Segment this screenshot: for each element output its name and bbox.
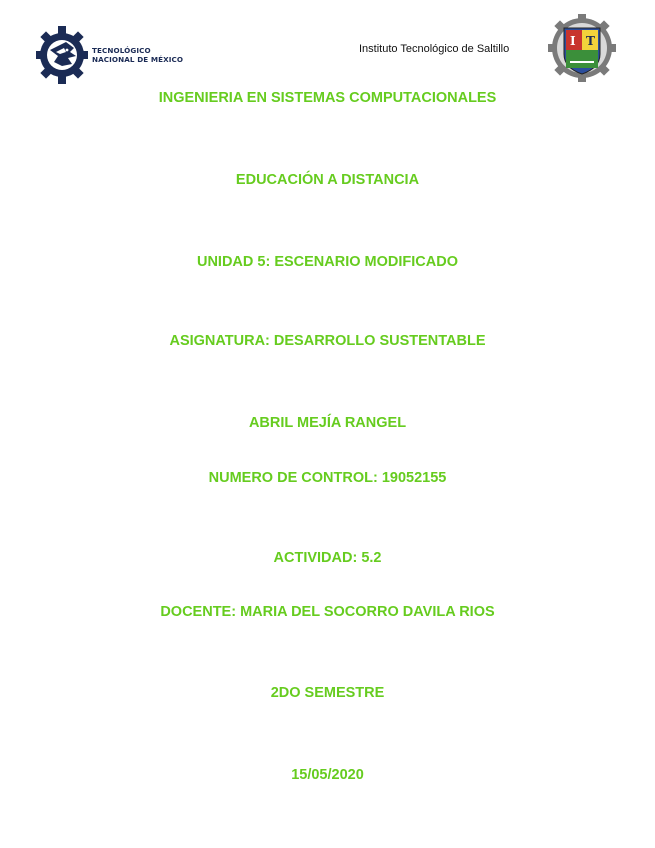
document-date: 15/05/2020 xyxy=(291,767,364,783)
tecnm-emblem-icon xyxy=(36,20,88,90)
it-saltillo-crest-icon xyxy=(548,14,616,82)
career-title: INGENIERIA EN SISTEMAS COMPUTACIONALES xyxy=(158,90,497,106)
activity-number: ACTIVIDAD: 5.2 xyxy=(273,550,382,566)
subject-title: ASIGNATURA: DESARROLLO SUSTENTABLE xyxy=(169,333,486,349)
modality-title: EDUCACIÓN A DISTANCIA xyxy=(235,172,420,188)
control-number: NUMERO DE CONTROL: 19052155 xyxy=(208,470,447,486)
institution-name: Instituto Tecnológico de Saltillo xyxy=(359,43,510,55)
tecnm-line1: TECNOLÓGICO xyxy=(92,46,151,55)
unit-title: UNIDAD 5: ESCENARIO MODIFICADO xyxy=(196,254,458,270)
tecnm-logo-text xyxy=(92,47,183,64)
semester: 2DO SEMESTRE xyxy=(270,685,385,701)
page-header xyxy=(0,0,655,95)
student-name: ABRIL MEJÍA RANGEL xyxy=(248,415,407,431)
svg-text:I: I xyxy=(570,34,576,48)
teacher-name: DOCENTE: MARIA DEL SOCORRO DAVILA RIOS xyxy=(160,604,495,620)
tecnm-logo xyxy=(36,20,186,92)
svg-text:T: T xyxy=(586,34,595,48)
tecnm-line2: NACIONAL DE MÉXICO xyxy=(92,54,184,64)
